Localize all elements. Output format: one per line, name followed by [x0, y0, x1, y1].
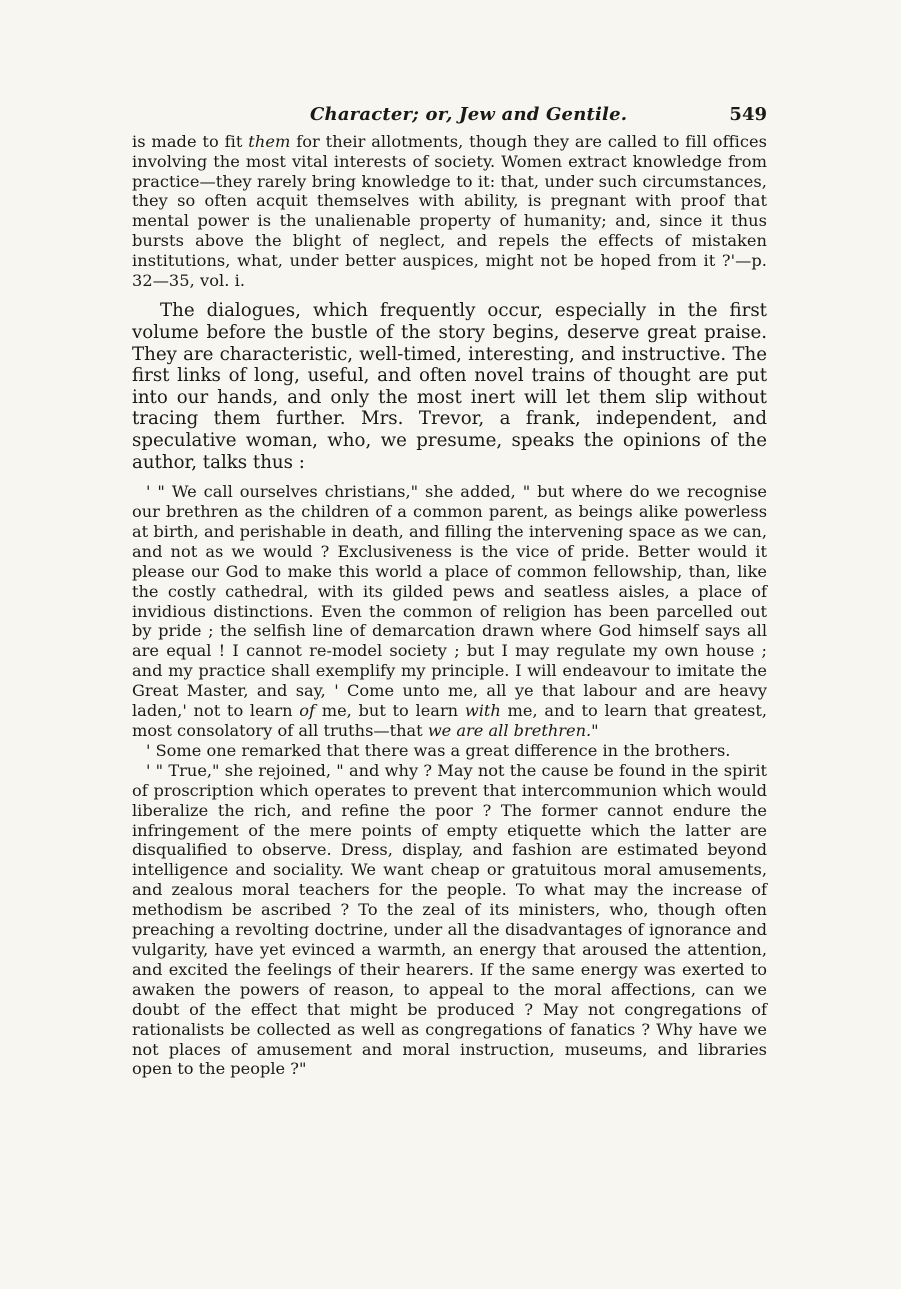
running-title: Character; or, Jew and Gentile. [310, 104, 628, 125]
text-run: ' " We call ourselves christians," she added, " but where do we recognise our brethren as the children of a common parent, as beings alike powerless at birth, and perishable in death, and filling the intervening space as we can, and not as we would ? Exclusiveness is the vice of pride. Better would it please our God to make this world a place of common fellowship, than, like the costly cathedral, with its gilded pews and seatless aisles, a place of invidious distinctions. Even the common of religion has been parcelled out by pride ; the selfish line of demarcation drawn where God himself says all are equal ! I cannot re-model society ; but I may regulate my own house ; and my practice shall exemplify my principle. I will endeavour to imitate the Great Master, and say, ' Come unto me, all ye that labour and are heavy laden,' not to learn [132, 482, 767, 721]
body-paragraph: The dialogues, which frequently occur, especially in the first volume before the bustle of the story begins, deserve great praise. They are characteristic, well-timed, interesting, and instructive. The first links of long, useful, and often novel trains of thought are put into our hands, and only the most inert will let them slip without tracing them further. Mrs. Trevor, a frank, independent, and speculative woman, who, we presume, speaks the opinions of the author, talks thus : [132, 300, 767, 473]
page [132, 104, 767, 1079]
emphasis-them: them [248, 132, 291, 151]
quote-continuation-paragraph [132, 132, 767, 290]
emphasis-brethren: we are all brethren. [427, 721, 592, 740]
quote-paragraph-brothers: ' Some one remarked that there was a great difference in the brothers. [146, 740, 731, 760]
text-run: for their allotments, though they are called to fill offices involving the most vital interests of society. Women extract knowledge from practice—they rarely bring knowledge to it: that, under such circumstances, they so often acquit themselves with ability, is pregnant with proof that mental power is the unalienable property of humanity; and, since it thus bursts above the blight of neglect, and repels the effects of mistaken institutions, what, under better auspices, might not be hoped from it ?'—p. 32—35, vol. i. [132, 132, 767, 290]
emphasis-with: with [464, 701, 501, 721]
emphasis-of: of [299, 701, 315, 721]
text-run: " [591, 721, 599, 740]
page-number: 549 [729, 104, 767, 125]
text-run: me, and to learn that greatest, most consolatory of all truths—that [132, 701, 768, 740]
quote-paragraph-christians [132, 482, 767, 741]
text-run: is made to fit [132, 132, 249, 151]
text-run: me, but to learn [314, 701, 465, 721]
quote-paragraph-true: ' " True," she rejoined, " and why ? May not the cause be found in the spirit of proscription which operates to prevent that intercommunion which would liberalize the rich, and refine the poor ? The former cannot endure the infringement of the mere points of empty etiquette which the latter are disqualified to observe. Dress, display, and fashion are estimated beyond intelligence and sociality. We want cheap or gratuitous moral amusements, and zealous moral teachers for the people. To what may the increase of methodism be ascribed ? To the zeal of its ministers, who, though often preaching a revolting doctrine, under all the disadvantages of ignorance and vulgarity, have yet evinced a warmth, an energy that aroused the attention, and excited the feelings of their hearers. If the same energy was exerted to awaken the powers of reason, to appeal to the moral affections, can we doubt of the effect that might be produced ? May not congregations of rationalists be collected as well as congregations of fanatics ? Why have we not places of amusement and moral instruction, museums, and libraries open to the people ?" [132, 760, 767, 1079]
running-head [132, 104, 767, 132]
